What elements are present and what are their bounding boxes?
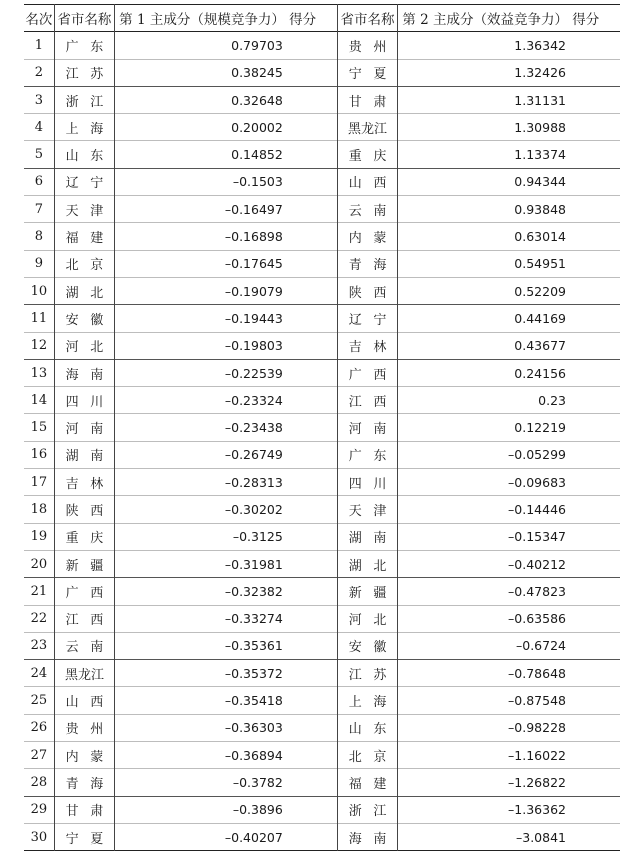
province-name: 江西: [65, 613, 115, 629]
province-1-cell: [54, 332, 114, 359]
header-score-2: 第 2 主成分（效益竞争力） 得分: [402, 12, 600, 29]
province-name: 广东: [348, 449, 399, 465]
table-row: [24, 59, 620, 86]
score-2-cell: 1.36342: [514, 37, 566, 53]
rank-cell: 16: [24, 441, 54, 468]
table-row: [24, 32, 620, 59]
score-2-cell: 1.32426: [514, 65, 566, 81]
province-1-cell: [54, 550, 114, 577]
province-1-cell: [54, 223, 114, 250]
score-1-cell: –0.36303: [115, 714, 338, 741]
table-row: [24, 332, 620, 359]
province-name: 山东: [65, 149, 115, 165]
table-row: [24, 114, 620, 141]
rank-cell: 2: [24, 59, 54, 86]
province-name: 贵州: [348, 39, 399, 55]
province-2-cell: [337, 523, 397, 550]
province-2-cell: [337, 441, 397, 468]
rank-cell: 7: [24, 196, 54, 223]
score-1-cell: –0.16497: [115, 196, 338, 223]
rank-cell: 19: [24, 523, 54, 550]
score-1-cell: –0.3125: [115, 523, 338, 550]
province-2-cell: [337, 769, 397, 796]
table-row: [24, 250, 620, 277]
province-1-cell: [54, 168, 114, 195]
province-name: 甘肃: [65, 804, 115, 820]
score-1-cell: 0.14852: [115, 141, 338, 168]
table-row: [24, 196, 620, 223]
score-2-cell: 0.23: [538, 392, 566, 408]
province-2-cell: [337, 223, 397, 250]
table-row: [24, 823, 620, 850]
score-2-cell: 0.54951: [514, 256, 566, 272]
province-1-cell: [54, 605, 114, 632]
rank-cell: 12: [24, 332, 54, 359]
province-name: 四川: [65, 394, 115, 410]
table-row: [24, 687, 620, 714]
header-province-2: 省市名称: [337, 5, 397, 32]
province-1-cell: [54, 769, 114, 796]
province-name: 内蒙: [348, 231, 399, 247]
province-2-cell: [337, 332, 397, 359]
table-body: [24, 32, 620, 851]
province-name: 山西: [348, 176, 399, 192]
table-row: [24, 796, 620, 823]
province-name: 辽宁: [348, 312, 399, 328]
province-1-cell: [54, 632, 114, 659]
province-1-cell: [54, 796, 114, 823]
score-1-cell: –0.36894: [115, 742, 338, 769]
province-name: 辽宁: [65, 176, 115, 192]
table-row: [24, 578, 620, 605]
rank-cell: 9: [24, 250, 54, 277]
score-1-cell: 0.79703: [115, 32, 338, 59]
rank-cell: 11: [24, 305, 54, 332]
rank-cell: 8: [24, 223, 54, 250]
province-1-cell: [54, 114, 114, 141]
province-1-cell: [54, 823, 114, 850]
province-name: 贵州: [65, 722, 115, 738]
province-1-cell: [54, 387, 114, 414]
province-name: 河南: [348, 422, 399, 438]
province-name: 甘肃: [348, 94, 399, 110]
province-2-cell: [337, 605, 397, 632]
score-2-cell: –0.47823: [508, 583, 566, 599]
province-1-cell: [54, 469, 114, 496]
province-name: 安徽: [348, 640, 399, 656]
score-2-cell: 1.30988: [514, 119, 566, 135]
table-row: [24, 632, 620, 659]
header-row: [24, 5, 620, 32]
score-1-cell: –0.28313: [115, 469, 338, 496]
table-row: [24, 660, 620, 687]
ranking-table: [24, 4, 620, 851]
rank-cell: 20: [24, 550, 54, 577]
province-2-cell: [337, 305, 397, 332]
province-name: 宁夏: [348, 67, 399, 83]
header-rank: 名次: [24, 5, 54, 32]
table-row: [24, 523, 620, 550]
rank-cell: 4: [24, 114, 54, 141]
province-1-cell: [54, 714, 114, 741]
score-1-cell: –0.3782: [115, 769, 338, 796]
score-2-cell: –0.98228: [508, 720, 566, 736]
rank-cell: 1: [24, 32, 54, 59]
province-name: 江苏: [348, 667, 399, 683]
table-row: [24, 86, 620, 113]
rank-cell: 23: [24, 632, 54, 659]
header-province-1: 省市名称: [54, 5, 114, 32]
rank-cell: 28: [24, 769, 54, 796]
province-name: 吉林: [65, 476, 115, 492]
rank-cell: 3: [24, 86, 54, 113]
score-1-cell: –0.19079: [115, 277, 338, 304]
province-name: 陕西: [348, 285, 399, 301]
province-name: 云南: [348, 203, 399, 219]
province-name: 福建: [65, 231, 115, 247]
province-2-cell: [337, 250, 397, 277]
province-name: 湖北: [348, 558, 399, 574]
score-2-cell: 0.93848: [514, 201, 566, 217]
province-2-cell: [337, 496, 397, 523]
table-row: [24, 277, 620, 304]
province-2-cell: [337, 742, 397, 769]
rank-cell: 15: [24, 414, 54, 441]
score-2-cell: –1.26822: [508, 774, 566, 790]
province-2-cell: [337, 687, 397, 714]
header-score-1: 第 1 主成分（规模竞争力） 得分: [115, 5, 338, 32]
score-1-cell: 0.20002: [115, 114, 338, 141]
province-name: 天津: [348, 503, 399, 519]
province-1-cell: [54, 141, 114, 168]
province-name: 青海: [65, 776, 115, 792]
score-2-cell: 0.94344: [514, 174, 566, 190]
province-1-cell: [54, 523, 114, 550]
province-name: 黑龙江: [348, 121, 388, 137]
rank-cell: 14: [24, 387, 54, 414]
rank-cell: 29: [24, 796, 54, 823]
province-name: 河北: [65, 340, 115, 356]
score-2-cell: –0.14446: [508, 501, 566, 517]
province-2-cell: [337, 796, 397, 823]
table-row: [24, 742, 620, 769]
score-1-cell: –0.40207: [115, 823, 338, 850]
province-2-cell: [337, 277, 397, 304]
score-2-cell: 0.43677: [514, 338, 566, 354]
province-1-cell: [54, 86, 114, 113]
rank-cell: 27: [24, 742, 54, 769]
rank-cell: 18: [24, 496, 54, 523]
province-name: 内蒙: [65, 749, 115, 765]
table-row: [24, 387, 620, 414]
province-name: 天津: [65, 203, 115, 219]
province-1-cell: [54, 496, 114, 523]
province-2-cell: [337, 141, 397, 168]
score-1-cell: –0.31981: [115, 550, 338, 577]
province-name: 广东: [65, 39, 115, 55]
province-name: 云南: [65, 640, 115, 656]
province-name: 海南: [348, 831, 399, 847]
province-1-cell: [54, 414, 114, 441]
province-1-cell: [54, 250, 114, 277]
province-2-cell: [337, 114, 397, 141]
province-name: 宁夏: [65, 831, 115, 847]
score-1-cell: –0.33274: [115, 605, 338, 632]
province-name: 吉林: [348, 340, 399, 356]
table-row: [24, 414, 620, 441]
score-1-cell: –0.1503: [115, 168, 338, 195]
province-2-cell: [337, 168, 397, 195]
province-name: 江苏: [65, 67, 115, 83]
province-name: 上海: [348, 695, 399, 711]
province-1-cell: [54, 359, 114, 386]
score-2-cell: 1.13374: [514, 147, 566, 163]
table-row: [24, 359, 620, 386]
score-1-cell: –0.19443: [115, 305, 338, 332]
score-2-cell: –3.0841: [516, 829, 566, 845]
province-2-cell: [337, 632, 397, 659]
province-2-cell: [337, 550, 397, 577]
province-name: 江西: [348, 394, 399, 410]
province-2-cell: [337, 32, 397, 59]
province-name: 河北: [348, 613, 399, 629]
rank-cell: 30: [24, 823, 54, 850]
table-row: [24, 550, 620, 577]
province-name: 安徽: [65, 312, 115, 328]
rank-cell: 26: [24, 714, 54, 741]
table-row: [24, 469, 620, 496]
rank-cell: 5: [24, 141, 54, 168]
score-2-cell: 0.44169: [514, 310, 566, 326]
province-name: 福建: [348, 776, 399, 792]
table-row: [24, 769, 620, 796]
score-1-cell: –0.3896: [115, 796, 338, 823]
province-1-cell: [54, 742, 114, 769]
province-1-cell: [54, 660, 114, 687]
province-1-cell: [54, 441, 114, 468]
score-2-cell: 1.31131: [514, 92, 566, 108]
province-name: 重庆: [65, 531, 115, 547]
score-2-cell: –0.40212: [508, 556, 566, 572]
province-1-cell: [54, 32, 114, 59]
table-row: [24, 441, 620, 468]
rank-cell: 25: [24, 687, 54, 714]
province-name: 山东: [348, 722, 399, 738]
table-row: [24, 305, 620, 332]
score-2-cell: –1.36362: [508, 802, 566, 818]
rank-cell: 24: [24, 660, 54, 687]
score-1-cell: –0.35361: [115, 632, 338, 659]
score-2-cell: –0.09683: [508, 474, 566, 490]
province-name: 四川: [348, 476, 399, 492]
province-name: 河南: [65, 422, 115, 438]
province-name: 广西: [65, 585, 115, 601]
province-name: 北京: [65, 258, 115, 274]
score-1-cell: 0.32648: [115, 86, 338, 113]
province-name: 浙江: [348, 804, 399, 820]
province-2-cell: [337, 714, 397, 741]
province-name: 上海: [65, 121, 115, 137]
province-name: 广西: [348, 367, 399, 383]
rank-cell: 22: [24, 605, 54, 632]
rank-cell: 17: [24, 469, 54, 496]
province-2-cell: [337, 196, 397, 223]
province-2-cell: [337, 660, 397, 687]
province-2-cell: [337, 414, 397, 441]
score-2-cell: 0.63014: [514, 229, 566, 245]
province-name: 新疆: [65, 558, 115, 574]
score-2-cell: –0.15347: [508, 529, 566, 545]
score-2-cell: –0.63586: [508, 611, 566, 627]
rank-cell: 10: [24, 277, 54, 304]
province-2-cell: [337, 578, 397, 605]
province-2-cell: [337, 823, 397, 850]
table-row: [24, 496, 620, 523]
table-row: [24, 223, 620, 250]
score-1-cell: –0.16898: [115, 223, 338, 250]
score-1-cell: –0.30202: [115, 496, 338, 523]
rank-cell: 21: [24, 578, 54, 605]
rank-cell: 13: [24, 359, 54, 386]
province-1-cell: [54, 196, 114, 223]
score-1-cell: –0.17645: [115, 250, 338, 277]
table-row: [24, 141, 620, 168]
score-1-cell: –0.22539: [115, 359, 338, 386]
score-1-cell: –0.19803: [115, 332, 338, 359]
province-1-cell: [54, 578, 114, 605]
table-row: [24, 605, 620, 632]
score-2-cell: 0.12219: [514, 420, 566, 436]
score-1-cell: –0.23324: [115, 387, 338, 414]
score-2-cell: 0.52209: [514, 283, 566, 299]
province-name: 湖北: [65, 285, 115, 301]
province-name: 湖南: [65, 449, 115, 465]
province-name: 青海: [348, 258, 399, 274]
score-2-cell: –0.6724: [516, 638, 566, 654]
score-2-cell: –1.16022: [508, 747, 566, 763]
score-2-cell: –0.05299: [508, 447, 566, 463]
score-1-cell: –0.32382: [115, 578, 338, 605]
table-row: [24, 714, 620, 741]
province-name: 山西: [65, 695, 115, 711]
rank-cell: 6: [24, 168, 54, 195]
province-1-cell: [54, 277, 114, 304]
province-name: 黑龙江: [64, 667, 104, 683]
score-1-cell: –0.35372: [115, 660, 338, 687]
province-2-cell: [337, 387, 397, 414]
province-name: 浙江: [65, 94, 115, 110]
province-name: 湖南: [348, 531, 399, 547]
score-2-cell: 0.24156: [514, 365, 566, 381]
score-1-cell: –0.26749: [115, 441, 338, 468]
province-1-cell: [54, 687, 114, 714]
score-1-cell: –0.23438: [115, 414, 338, 441]
province-1-cell: [54, 305, 114, 332]
table-row: [24, 168, 620, 195]
province-name: 陕西: [65, 503, 115, 519]
province-2-cell: [337, 359, 397, 386]
province-name: 海南: [65, 367, 115, 383]
score-2-cell: –0.78648: [508, 665, 566, 681]
province-2-cell: [337, 59, 397, 86]
province-name: 重庆: [348, 149, 399, 165]
province-name: 新疆: [348, 585, 399, 601]
province-2-cell: [337, 86, 397, 113]
province-name: 北京: [348, 749, 399, 765]
province-2-cell: [337, 469, 397, 496]
score-1-cell: –0.35418: [115, 687, 338, 714]
province-1-cell: [54, 59, 114, 86]
score-1-cell: 0.38245: [115, 59, 338, 86]
score-2-cell: –0.87548: [508, 693, 566, 709]
